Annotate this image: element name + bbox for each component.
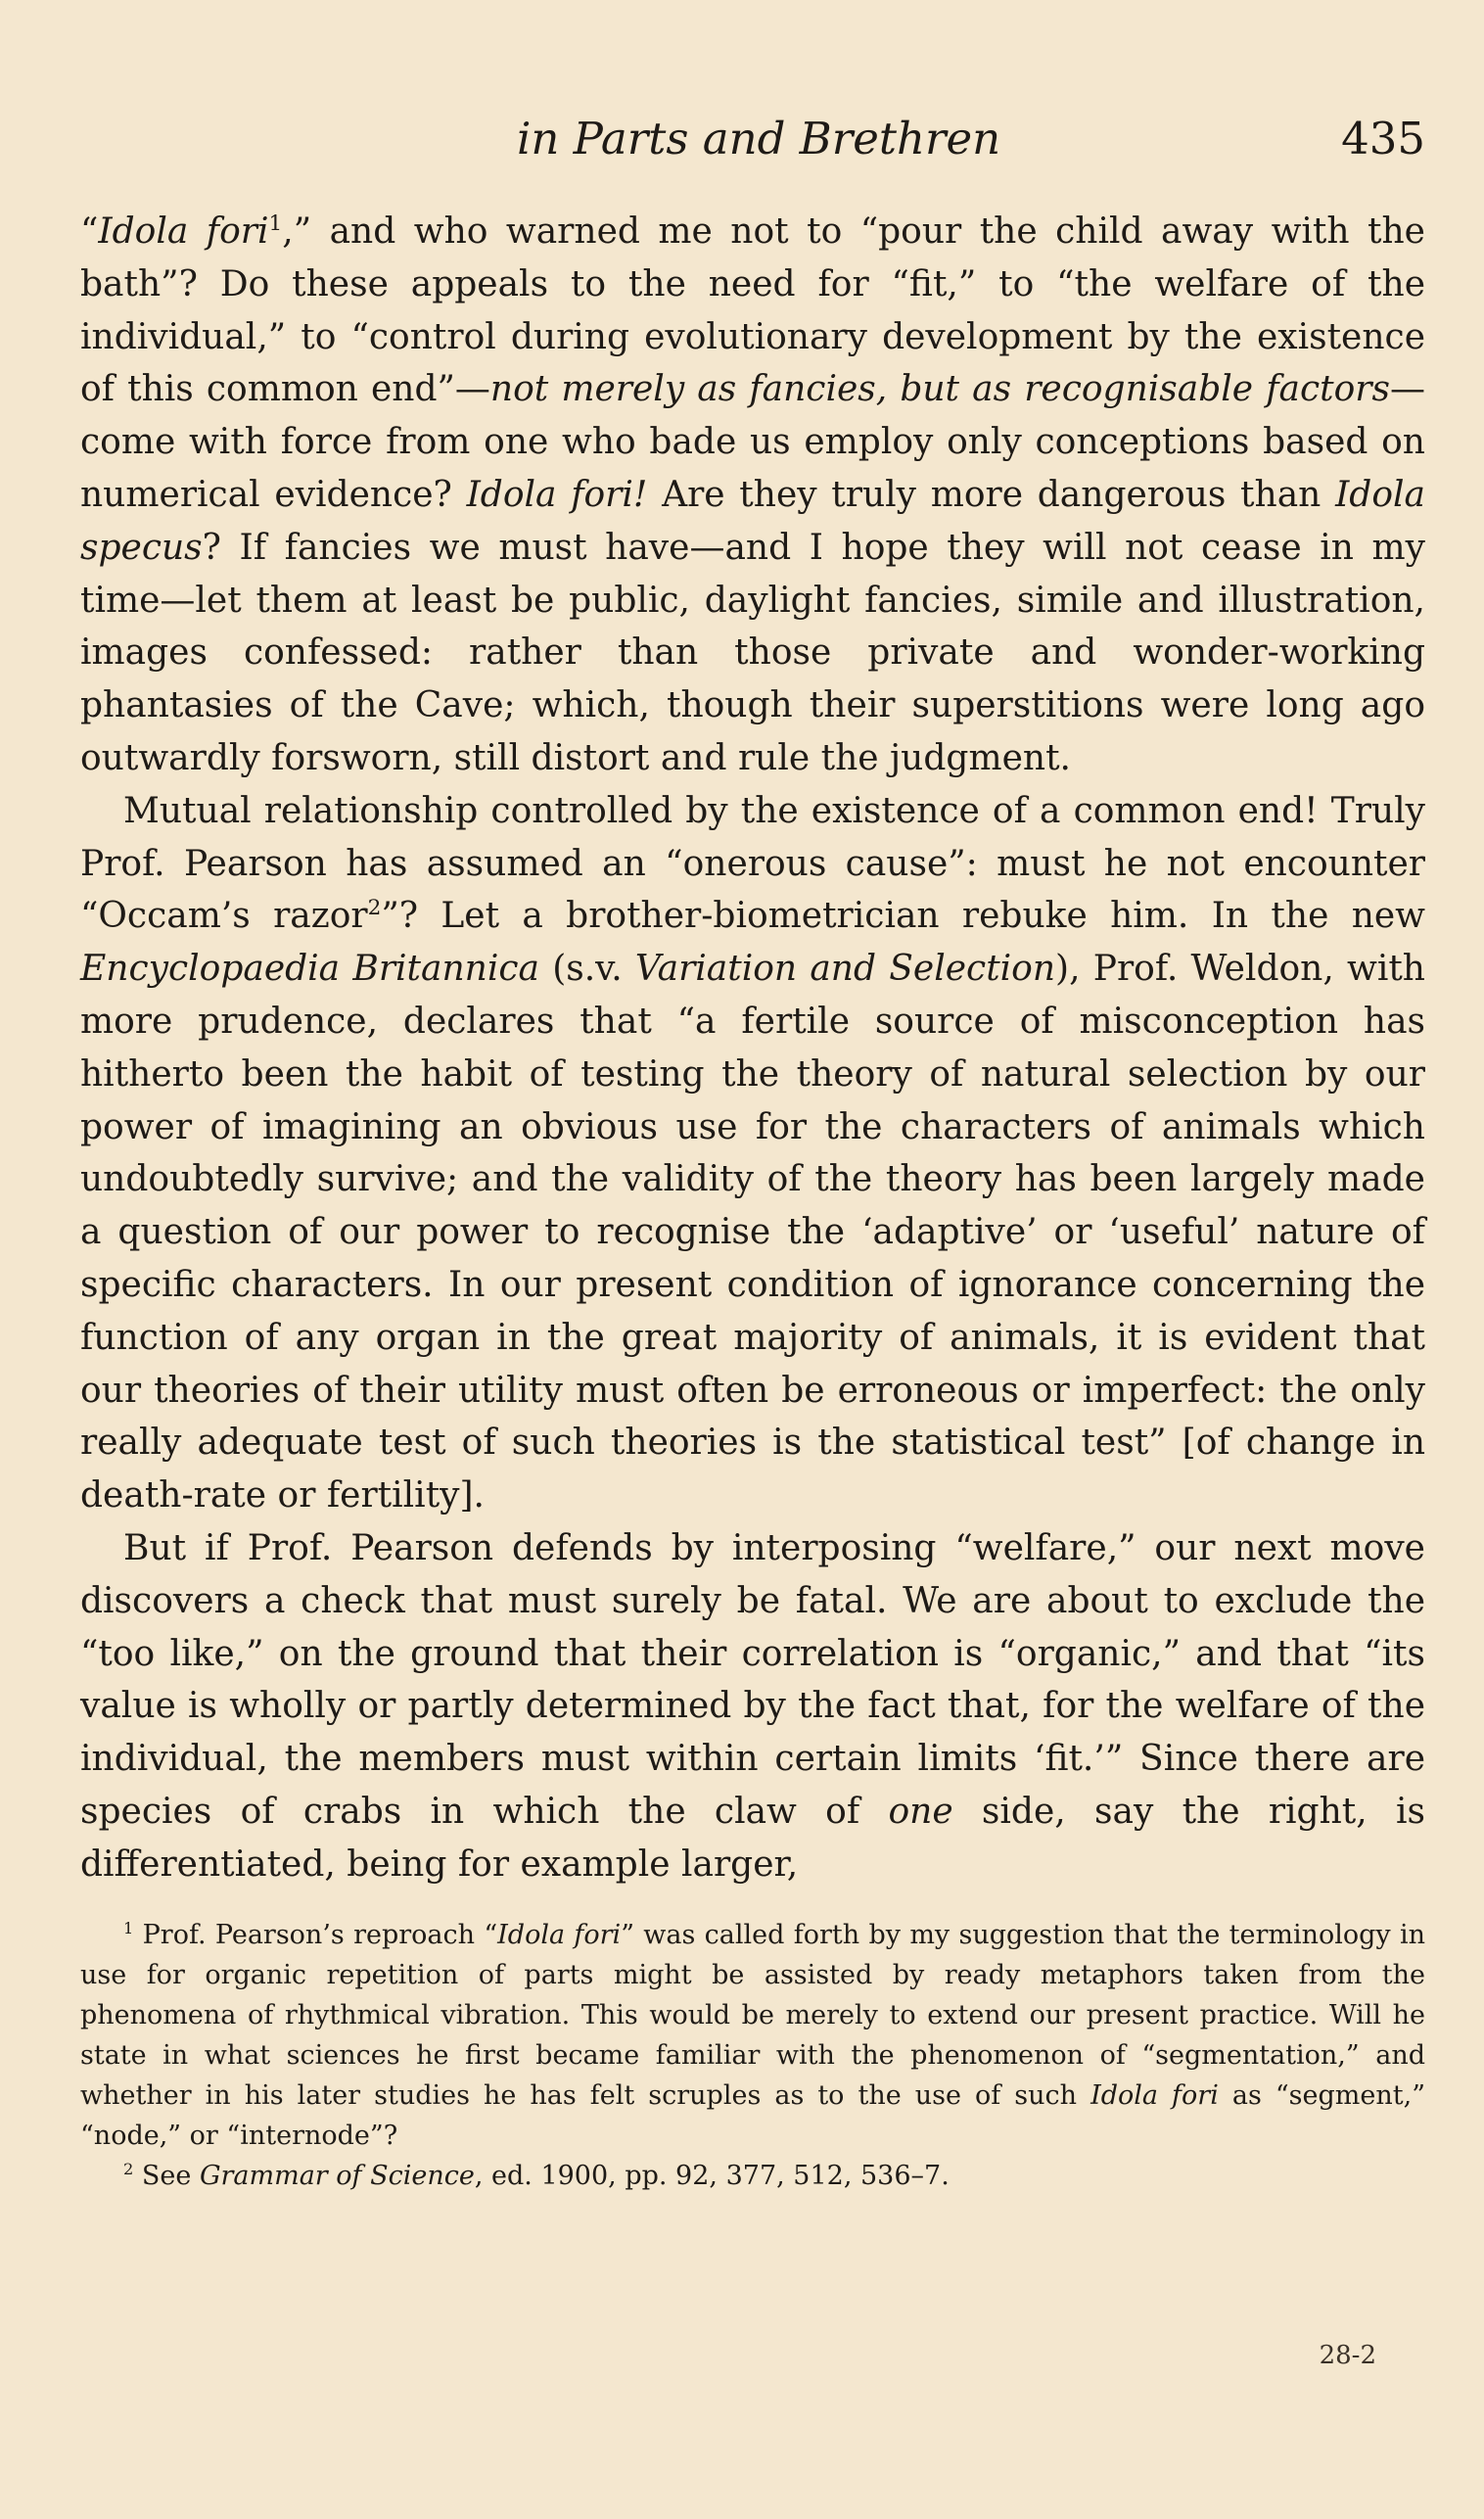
italic-text: Idola fori — [1090, 2079, 1219, 2111]
text-run: —come with force from one who bade us employ only conceptions based on numerical evidence? — [80, 369, 1425, 515]
text-run: See — [133, 2160, 200, 2191]
text-run: ? If fancies we must have—and I hope they will not cease in my time—let them at least be public, daylight fancies, simile and illustration, images confessed: rather than those private and wonder-working phantasies of the Cave; which, though their superstitions were long ago outwardly forsworn, still distort and rule the judgment. — [80, 527, 1425, 778]
italic-text: not merely as fancies, but as recognisable factors — [489, 369, 1390, 410]
text-run: (s.v. — [539, 949, 635, 990]
italic-text: Variation and Selection — [634, 949, 1056, 990]
text-run: ”? Let a brother-biometrician rebuke him. In the new — [381, 896, 1425, 937]
text-run: Mutual relationship controlled by the existence of a common end! Truly Prof. Pearson has assumed an “onerous cause”: must he not encounter “Occam’s razor — [80, 790, 1425, 937]
text-run: , ed. 1900, pp. 92, 377, 512, 536–7. — [474, 2160, 950, 2191]
text-run: ” was called forth by my suggestion that the terminology in use for organic repetition of parts might be assisted by ready metaphors taken from the phenomena of rhythmical vibration. This would be merely to extend our present practice. Will he state in what sciences he first became familiar with the phenomenon of “segmentation,” and whether in his later studies he has felt scruples as to the use of such — [80, 1919, 1426, 2111]
paragraph — [80, 206, 1425, 785]
italic-text: Idola fori! — [466, 474, 648, 515]
paragraph — [80, 785, 1425, 1522]
page-number: 435 — [1341, 113, 1425, 164]
footnotes — [80, 1915, 1425, 2196]
footnote-marker: 2 — [123, 2159, 134, 2178]
text-run: side, say the right, is differentiated, being for example larger, — [80, 1791, 1425, 1885]
italic-text: Encyclopaedia Britannica — [80, 949, 539, 990]
paragraph — [80, 1522, 1425, 1891]
footnote-marker: 1 — [123, 1918, 134, 1937]
text-run: ,” and who warned me not to “pour the child away with the bath”? Do these appeals to the need for “fit,” to “the welfare of the individual,” to “control during evolutionary development by the existence of this common end”— — [80, 211, 1425, 410]
text-run: ), Prof. Weldon, with more prudence, declares that “a fertile source of misconception has hitherto been the habit of testing the theory of natural selection by our power of imagining an obvious use for the characters of animals which undoubtedly survive; and the validity of the theory has been largely made a question of our power to recognise the ‘adaptive’ or ‘useful’ nature of specific characters. In our present condition of ignorance concerning the function of any organ in the great majority of animals, it is evident that our theories of their utility must often be erroneous or imperfect: the only really adequate test of such theories is the statistical test” [of change in death-rate or fertility]. — [80, 949, 1425, 1516]
text-run: “ — [80, 211, 99, 252]
footnote-marker: 1 — [268, 211, 283, 236]
italic-text: Idola specus — [80, 474, 1425, 568]
running-title: in Parts and Brethren — [517, 113, 1001, 164]
text-run: Prof. Pearson’s reproach “ — [133, 1919, 498, 1950]
text-run: But if Prof. Pearson defends by interposing “welfare,” our next move discovers a check that must surely be fatal. We are about to exclude the “too like,” on the ground that their correlation is “organic,” and that “its value is wholly or partly determined by the fact that, for the welfare of the individual, the members must within certain limits ‘fit.’” Since there are species of crabs in which the claw of — [80, 1527, 1425, 1832]
footnote-marker: 2 — [367, 896, 382, 921]
italic-text: one — [888, 1791, 953, 1832]
text-run: as “segment,” “node,” or “internode”? — [80, 2079, 1425, 2151]
italic-text: Grammar of Science — [199, 2160, 475, 2191]
footnote — [80, 1915, 1425, 2156]
printer-signature-mark: 28-2 — [1319, 2341, 1376, 2370]
text-run: Are they truly more dangerous than — [647, 474, 1336, 515]
italic-text: Idola fori — [497, 1919, 622, 1950]
footnote — [80, 2156, 1425, 2196]
italic-text: Idola fori — [98, 211, 269, 252]
body-text — [80, 206, 1425, 1891]
running-head — [80, 106, 1425, 172]
